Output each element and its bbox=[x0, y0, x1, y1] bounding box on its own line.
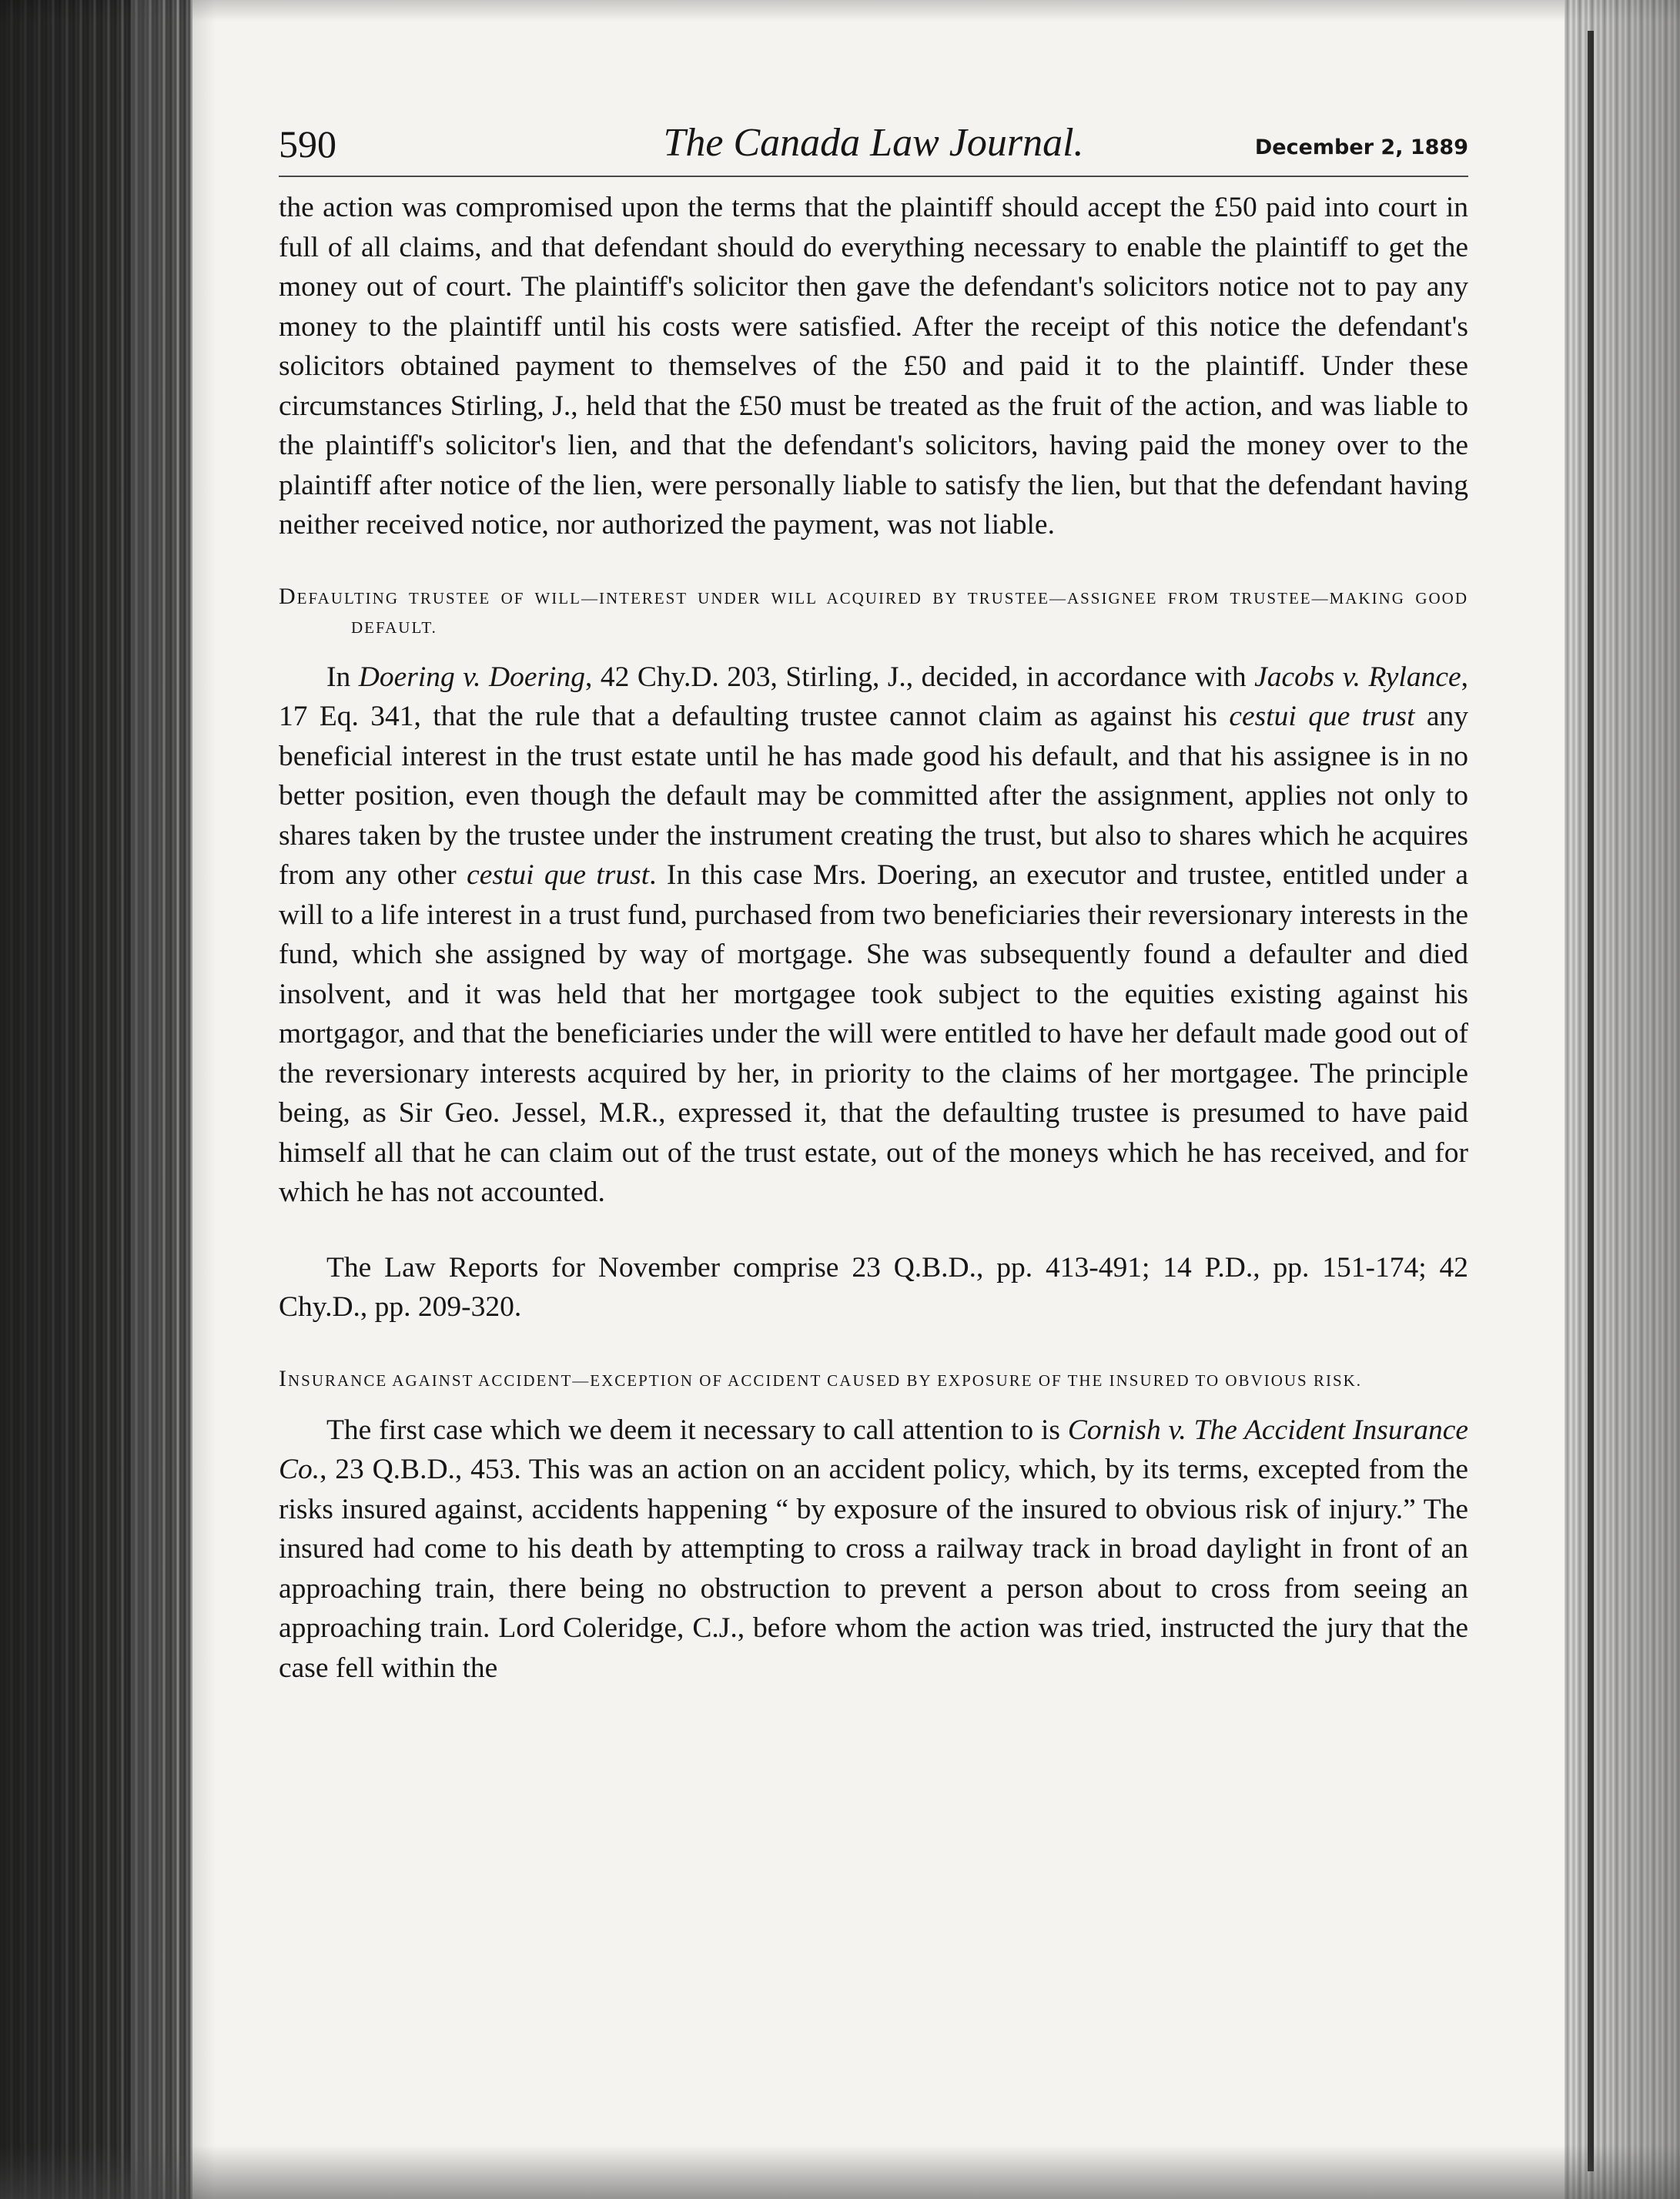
section-heading-defaulting-trustee bbox=[279, 582, 1468, 642]
heading-text: NSURANCE AGAINST ACCIDENT—EXCEPTION OF ACCIDENT CAUSED BY EXPOSURE OF THE INSURED TO OBVIOUS RISK. bbox=[288, 1371, 1363, 1390]
heading-initial: D bbox=[279, 583, 297, 609]
heading-initial: I bbox=[279, 1365, 288, 1391]
heading-text: EFAULTING TRUSTEE OF WILL—INTEREST UNDER WILL ACQUIRED BY TRUSTEE—ASSIGNEE FROM TRUSTEE—MAKING GOOD DEFAULT. bbox=[296, 588, 1468, 637]
text-run: In bbox=[326, 661, 359, 693]
text-run: , 17 Eq. 341, that the rule that a defaulting trustee cannot claim as against his bbox=[279, 661, 1468, 732]
running-header bbox=[279, 115, 1468, 177]
term-cestui-que-trust: cestui que trust bbox=[1229, 701, 1415, 732]
case-name-cornish: Cornish v. The Accident Insurance Co. bbox=[279, 1414, 1468, 1485]
paragraph-lien-case: the action was compromised upon the terms that the plaintiff should accept the £50 paid into court in full of all claims, and that defendant should do everything necessary to enable the plaintiff to get the money out of court. The plaintiff's solicitor then gave the defendant's solicitors notice not to pay any money to the plaintiff until his costs were satisfied. After the receipt of this notice the defendant's solicitors obtained payment to themselves of the £50 and paid it to the plaintiff. Under these circumstances Stirling, J., held that the £50 must be treated as the fruit of the action, and was liable to the plaintiff's solicitor's lien, and that the defendant's solicitors, having paid the money over to the plaintiff after notice of the lien, were personally liable to satisfy the lien, but that the defendant having neither received notice, nor authorized the payment, was not liable. bbox=[279, 192, 1468, 541]
text-run: The first case which we deem it necessary to call attention to is bbox=[326, 1414, 1068, 1446]
page-number: 590 bbox=[279, 122, 336, 166]
issue-date: December 2, 1889 bbox=[1254, 136, 1468, 159]
text-run: , 23 Q.B.D., 453. This was an action on an accident policy, which, by its terms, excepted from the risks insured against, accidents happening “ by exposure of the insured to obvious risk of injury.” The insured had come to his death by attempting to cross a railway track in broad daylight in front of an approaching train, there being no obstruction to prevent a person about to cross from seeing an approaching train. Lord Coleridge, C.J., before whom the action was tried, instructed the jury that the case fell within the bbox=[279, 1454, 1468, 1684]
paragraph-cornish-case bbox=[279, 1411, 1468, 1689]
scan-top-shadow bbox=[0, 0, 1680, 22]
journal-page bbox=[279, 115, 1468, 1688]
text-run: . In this case Mrs. Doering, an executor and trustee, entitled under a will to a life interest in a trust fund, purchased from two beneficiaries their reversionary interests in the fund, which she assigned by way of mortgage. She was subsequently found a defaulter and died insolvent, and it was held that her mortgagee took subject to the equities existing against his mortgagor, and that the beneficiaries under the will were entitled to have her default made good out of the reversionary interests acquired by her, in priority to the claims of her mortgagee. The principle being, as Sir Geo. Jessel, M.R., expressed it, that the defaulting trustee is presumed to have paid himself all that he can claim out of the trust estate, out of the moneys which he has received, and for which he has not accounted. bbox=[279, 859, 1468, 1208]
case-name-doering: Doering v. Doering bbox=[358, 661, 585, 693]
section-heading-insurance bbox=[279, 1364, 1468, 1395]
paragraph-doering-case bbox=[279, 658, 1468, 1213]
paragraph-law-reports: The Law Reports for November comprise 23 Q.B.D., pp. 413-491; 14 P.D., pp. 151-174; 42 Chy.D., pp. 209-320. bbox=[279, 1251, 1468, 1323]
text-run: , 42 Chy.D. 203, Stirling, J., decided, in accordance with bbox=[584, 661, 1255, 693]
page-edge-line bbox=[1588, 31, 1594, 2171]
binding-shadow bbox=[131, 0, 216, 2199]
term-cestui-que-trust: cestui que trust bbox=[467, 859, 650, 891]
journal-title: The Canada Law Journal. bbox=[663, 121, 1084, 165]
case-name-jacobs: Jacobs v. Rylance bbox=[1254, 661, 1461, 693]
scan-bottom-shadow bbox=[0, 2145, 1680, 2199]
page-stack-edge bbox=[1565, 0, 1680, 2199]
text-run: any beneficial interest in the trust estate until he has made good his default, and that his assignee is in no better position, even though the default may be committed after the assignment, applies not only to shares taken by the trustee under the instrument creating the trust, but also to shares which he acquires from any other bbox=[279, 701, 1468, 891]
